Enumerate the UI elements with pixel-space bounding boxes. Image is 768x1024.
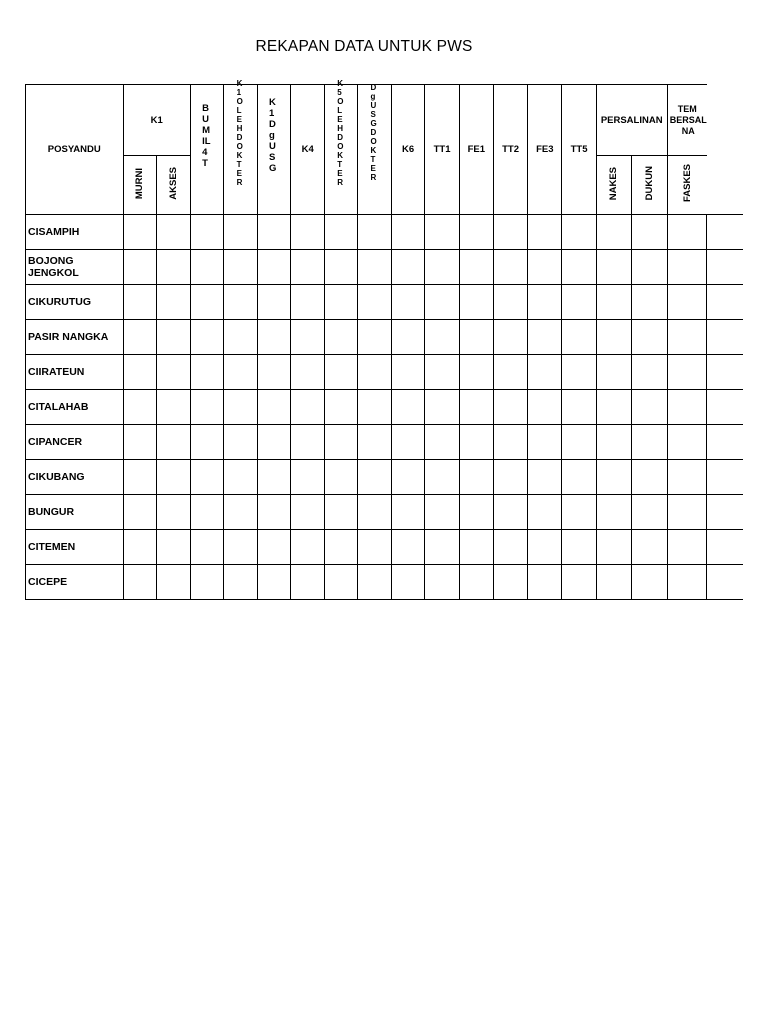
data-cell[interactable] <box>325 250 358 285</box>
data-cell[interactable] <box>562 530 596 565</box>
data-cell[interactable] <box>667 495 707 530</box>
page-title: REKAPAN DATA UNTUK PWS <box>255 38 473 55</box>
data-cell[interactable] <box>358 565 391 600</box>
data-cell[interactable] <box>358 355 391 390</box>
data-cell[interactable] <box>157 495 191 530</box>
header-murni: MURNI <box>123 156 157 215</box>
data-cell[interactable] <box>358 425 391 460</box>
data-cell[interactable] <box>425 565 459 600</box>
data-cell[interactable] <box>528 565 562 600</box>
data-cell[interactable] <box>707 530 743 565</box>
table-row <box>26 565 744 600</box>
data-cell[interactable] <box>425 425 459 460</box>
data-cell[interactable] <box>493 495 527 530</box>
data-cell[interactable] <box>257 565 291 600</box>
data-cell[interactable] <box>123 495 157 530</box>
data-cell[interactable] <box>190 425 224 460</box>
data-cell[interactable] <box>528 390 562 425</box>
data-cell[interactable] <box>667 320 707 355</box>
data-cell[interactable] <box>224 530 257 565</box>
data-cell[interactable] <box>157 250 191 285</box>
data-cell[interactable] <box>291 390 325 425</box>
data-cell[interactable] <box>190 460 224 495</box>
data-cell[interactable] <box>391 565 425 600</box>
data-cell[interactable] <box>291 355 325 390</box>
data-cell[interactable] <box>632 320 668 355</box>
data-cell[interactable] <box>596 320 632 355</box>
pws-table-container <box>25 79 743 604</box>
posyandu-name: CICEPE <box>26 565 124 600</box>
data-cell[interactable] <box>157 215 191 250</box>
data-cell[interactable] <box>459 565 493 600</box>
data-cell[interactable] <box>459 215 493 250</box>
data-cell[interactable] <box>291 215 325 250</box>
data-cell[interactable] <box>391 250 425 285</box>
data-cell[interactable] <box>325 285 358 320</box>
data-cell[interactable] <box>291 460 325 495</box>
data-cell[interactable] <box>596 425 632 460</box>
data-cell[interactable] <box>562 565 596 600</box>
data-cell[interactable] <box>190 320 224 355</box>
data-cell[interactable] <box>425 250 459 285</box>
data-cell[interactable] <box>123 285 157 320</box>
data-cell[interactable] <box>358 530 391 565</box>
data-cell[interactable] <box>632 495 668 530</box>
header-tt2: TT2 <box>493 85 527 215</box>
data-cell[interactable] <box>707 425 743 460</box>
data-cell[interactable] <box>459 320 493 355</box>
data-cell[interactable] <box>493 530 527 565</box>
data-cell[interactable] <box>596 390 632 425</box>
data-cell[interactable] <box>562 250 596 285</box>
pws-recap-table <box>25 79 743 600</box>
data-cell[interactable] <box>224 285 257 320</box>
data-cell[interactable] <box>528 320 562 355</box>
data-cell[interactable] <box>493 425 527 460</box>
data-cell[interactable] <box>190 250 224 285</box>
header-persalinan: PERSALINAN <box>596 85 667 156</box>
data-cell[interactable] <box>391 460 425 495</box>
data-cell[interactable] <box>157 460 191 495</box>
data-cell[interactable] <box>123 355 157 390</box>
data-cell[interactable] <box>157 355 191 390</box>
data-cell[interactable] <box>257 320 291 355</box>
header-tt5: TT5 <box>562 85 596 215</box>
table-row <box>26 320 744 355</box>
data-cell[interactable] <box>224 425 257 460</box>
data-cell[interactable] <box>596 495 632 530</box>
data-cell[interactable] <box>224 495 257 530</box>
data-cell[interactable] <box>425 320 459 355</box>
data-cell[interactable] <box>257 250 291 285</box>
data-cell[interactable] <box>325 215 358 250</box>
data-cell[interactable] <box>190 530 224 565</box>
data-cell[interactable] <box>224 250 257 285</box>
data-cell[interactable] <box>632 530 668 565</box>
data-cell[interactable] <box>190 495 224 530</box>
data-cell[interactable] <box>667 215 707 250</box>
posyandu-name: CITALAHAB <box>26 390 124 425</box>
posyandu-name: CIPANCER <box>26 425 124 460</box>
data-cell[interactable] <box>123 320 157 355</box>
data-cell[interactable] <box>667 285 707 320</box>
data-cell[interactable] <box>493 215 527 250</box>
data-cell[interactable] <box>190 390 224 425</box>
data-cell[interactable] <box>157 530 191 565</box>
data-cell[interactable] <box>425 215 459 250</box>
data-cell[interactable] <box>325 320 358 355</box>
header-posyandu: POSYANDU <box>26 85 124 215</box>
data-cell[interactable] <box>358 250 391 285</box>
header-dg-usg-dokter: Dg USG DOKTER <box>358 85 391 215</box>
data-cell[interactable] <box>325 565 358 600</box>
data-cell[interactable] <box>632 250 668 285</box>
data-cell[interactable] <box>562 425 596 460</box>
data-cell[interactable] <box>459 425 493 460</box>
data-cell[interactable] <box>596 565 632 600</box>
data-cell[interactable] <box>257 495 291 530</box>
data-cell[interactable] <box>562 460 596 495</box>
data-cell[interactable] <box>391 495 425 530</box>
data-cell[interactable] <box>358 495 391 530</box>
data-cell[interactable] <box>707 390 743 425</box>
table-row <box>26 215 744 250</box>
data-cell[interactable] <box>425 530 459 565</box>
data-cell[interactable] <box>257 355 291 390</box>
data-cell[interactable] <box>391 355 425 390</box>
data-cell[interactable] <box>157 320 191 355</box>
data-cell[interactable] <box>707 495 743 530</box>
data-cell[interactable] <box>190 215 224 250</box>
data-cell[interactable] <box>391 215 425 250</box>
header-faskes: FASKES <box>667 156 707 215</box>
data-cell[interactable] <box>190 285 224 320</box>
data-cell[interactable] <box>632 390 668 425</box>
data-cell[interactable] <box>459 355 493 390</box>
data-cell[interactable] <box>224 215 257 250</box>
header-k5-oleh-dokter: K5 OLEH DOKTER <box>325 85 358 215</box>
posyandu-name: PASIR NANGKA <box>26 320 124 355</box>
data-cell[interactable] <box>667 390 707 425</box>
data-cell[interactable] <box>562 320 596 355</box>
data-cell[interactable] <box>707 355 743 390</box>
data-cell[interactable] <box>562 495 596 530</box>
data-cell[interactable] <box>528 285 562 320</box>
data-cell[interactable] <box>562 355 596 390</box>
data-cell[interactable] <box>528 530 562 565</box>
data-cell[interactable] <box>257 460 291 495</box>
data-cell[interactable] <box>391 320 425 355</box>
data-cell[interactable] <box>224 320 257 355</box>
data-cell[interactable] <box>325 460 358 495</box>
data-cell[interactable] <box>257 425 291 460</box>
posyandu-name: BUNGUR <box>26 495 124 530</box>
header-dukun: DUKUN <box>632 156 668 215</box>
data-cell[interactable] <box>391 285 425 320</box>
data-cell[interactable] <box>325 390 358 425</box>
data-cell[interactable] <box>123 390 157 425</box>
data-cell[interactable] <box>257 215 291 250</box>
data-cell[interactable] <box>562 215 596 250</box>
data-cell[interactable] <box>157 425 191 460</box>
data-cell[interactable] <box>632 460 668 495</box>
data-cell[interactable] <box>707 460 743 495</box>
data-cell[interactable] <box>325 495 358 530</box>
data-cell[interactable] <box>528 250 562 285</box>
data-cell[interactable] <box>291 285 325 320</box>
data-cell[interactable] <box>224 565 257 600</box>
data-cell[interactable] <box>123 425 157 460</box>
table-row <box>26 495 744 530</box>
data-cell[interactable] <box>528 495 562 530</box>
data-cell[interactable] <box>425 285 459 320</box>
posyandu-name: CIIRATEUN <box>26 355 124 390</box>
table-row <box>26 460 744 495</box>
posyandu-name: BOJONG JENGKOL <box>26 250 124 285</box>
data-cell[interactable] <box>493 285 527 320</box>
data-cell[interactable] <box>425 355 459 390</box>
data-cell[interactable] <box>562 285 596 320</box>
header-fe3: FE3 <box>528 85 562 215</box>
data-cell[interactable] <box>391 425 425 460</box>
data-cell[interactable] <box>123 250 157 285</box>
data-cell[interactable] <box>425 390 459 425</box>
data-cell[interactable] <box>325 355 358 390</box>
table-row <box>26 425 744 460</box>
table-row <box>26 355 744 390</box>
data-cell[interactable] <box>459 250 493 285</box>
data-cell[interactable] <box>667 530 707 565</box>
data-cell[interactable] <box>459 530 493 565</box>
header-akses: AKSES <box>157 156 191 215</box>
data-cell[interactable] <box>358 460 391 495</box>
data-cell[interactable] <box>493 320 527 355</box>
posyandu-name: CIKURUTUG <box>26 285 124 320</box>
data-cell[interactable] <box>493 355 527 390</box>
data-cell[interactable] <box>596 460 632 495</box>
data-cell[interactable] <box>667 355 707 390</box>
data-cell[interactable] <box>291 530 325 565</box>
data-cell[interactable] <box>667 250 707 285</box>
data-cell[interactable] <box>358 285 391 320</box>
data-cell[interactable] <box>596 530 632 565</box>
header-tempat-bersalin: TEM BERSAL NA <box>667 85 707 156</box>
data-cell[interactable] <box>123 460 157 495</box>
header-k1-dg-usg: K1 Dg USG <box>257 85 291 215</box>
data-cell[interactable] <box>632 285 668 320</box>
posyandu-name: CITEMEN <box>26 530 124 565</box>
posyandu-name: CISAMPIH <box>26 215 124 250</box>
header-k4: K4 <box>291 85 325 215</box>
data-cell[interactable] <box>358 320 391 355</box>
table-row <box>26 250 744 285</box>
table-row <box>26 285 744 320</box>
header-nakes: NAKES <box>596 156 632 215</box>
data-cell[interactable] <box>157 390 191 425</box>
data-cell[interactable] <box>190 355 224 390</box>
data-cell[interactable] <box>596 355 632 390</box>
data-cell[interactable] <box>707 565 743 600</box>
data-cell[interactable] <box>528 355 562 390</box>
data-cell[interactable] <box>425 495 459 530</box>
data-cell[interactable] <box>493 565 527 600</box>
header-bumil-4t: BUMIL 4T <box>190 85 224 215</box>
header-fe1: FE1 <box>459 85 493 215</box>
data-cell[interactable] <box>224 390 257 425</box>
data-cell[interactable] <box>459 495 493 530</box>
data-cell[interactable] <box>358 215 391 250</box>
data-cell[interactable] <box>459 285 493 320</box>
header-k1: K1 <box>123 85 190 156</box>
data-cell[interactable] <box>123 215 157 250</box>
data-cell[interactable] <box>707 250 743 285</box>
data-cell[interactable] <box>325 530 358 565</box>
data-cell[interactable] <box>257 530 291 565</box>
data-cell[interactable] <box>596 285 632 320</box>
data-cell[interactable] <box>596 215 632 250</box>
data-cell[interactable] <box>562 390 596 425</box>
data-cell[interactable] <box>190 565 224 600</box>
data-cell[interactable] <box>123 530 157 565</box>
data-cell[interactable] <box>632 215 668 250</box>
data-cell[interactable] <box>493 250 527 285</box>
data-cell[interactable] <box>632 565 668 600</box>
data-cell[interactable] <box>459 460 493 495</box>
header-tt1: TT1 <box>425 85 459 215</box>
data-cell[interactable] <box>224 355 257 390</box>
data-cell[interactable] <box>596 250 632 285</box>
data-cell[interactable] <box>667 460 707 495</box>
table-row <box>26 390 744 425</box>
data-cell[interactable] <box>123 565 157 600</box>
data-cell[interactable] <box>707 285 743 320</box>
data-cell[interactable] <box>358 390 391 425</box>
posyandu-name: CIKUBANG <box>26 460 124 495</box>
data-cell[interactable] <box>291 495 325 530</box>
data-cell[interactable] <box>391 390 425 425</box>
data-cell[interactable] <box>493 390 527 425</box>
data-cell[interactable] <box>425 460 459 495</box>
header-k6: K6 <box>391 85 425 215</box>
data-cell[interactable] <box>632 355 668 390</box>
data-cell[interactable] <box>257 285 291 320</box>
data-cell[interactable] <box>291 565 325 600</box>
data-cell[interactable] <box>391 530 425 565</box>
data-cell[interactable] <box>459 390 493 425</box>
data-cell[interactable] <box>291 250 325 285</box>
data-cell[interactable] <box>632 425 668 460</box>
data-cell[interactable] <box>667 565 707 600</box>
data-cell[interactable] <box>528 425 562 460</box>
data-cell[interactable] <box>291 425 325 460</box>
data-cell[interactable] <box>528 215 562 250</box>
data-cell[interactable] <box>528 460 562 495</box>
data-cell[interactable] <box>224 460 257 495</box>
data-cell[interactable] <box>707 215 743 250</box>
data-cell[interactable] <box>325 425 358 460</box>
header-k1-oleh-dokter: K1 OLEH DOKTER <box>224 85 257 215</box>
data-cell[interactable] <box>667 425 707 460</box>
data-cell[interactable] <box>157 565 191 600</box>
table-row <box>26 530 744 565</box>
data-cell[interactable] <box>493 460 527 495</box>
data-cell[interactable] <box>707 320 743 355</box>
data-cell[interactable] <box>291 320 325 355</box>
data-cell[interactable] <box>257 390 291 425</box>
data-cell[interactable] <box>157 285 191 320</box>
